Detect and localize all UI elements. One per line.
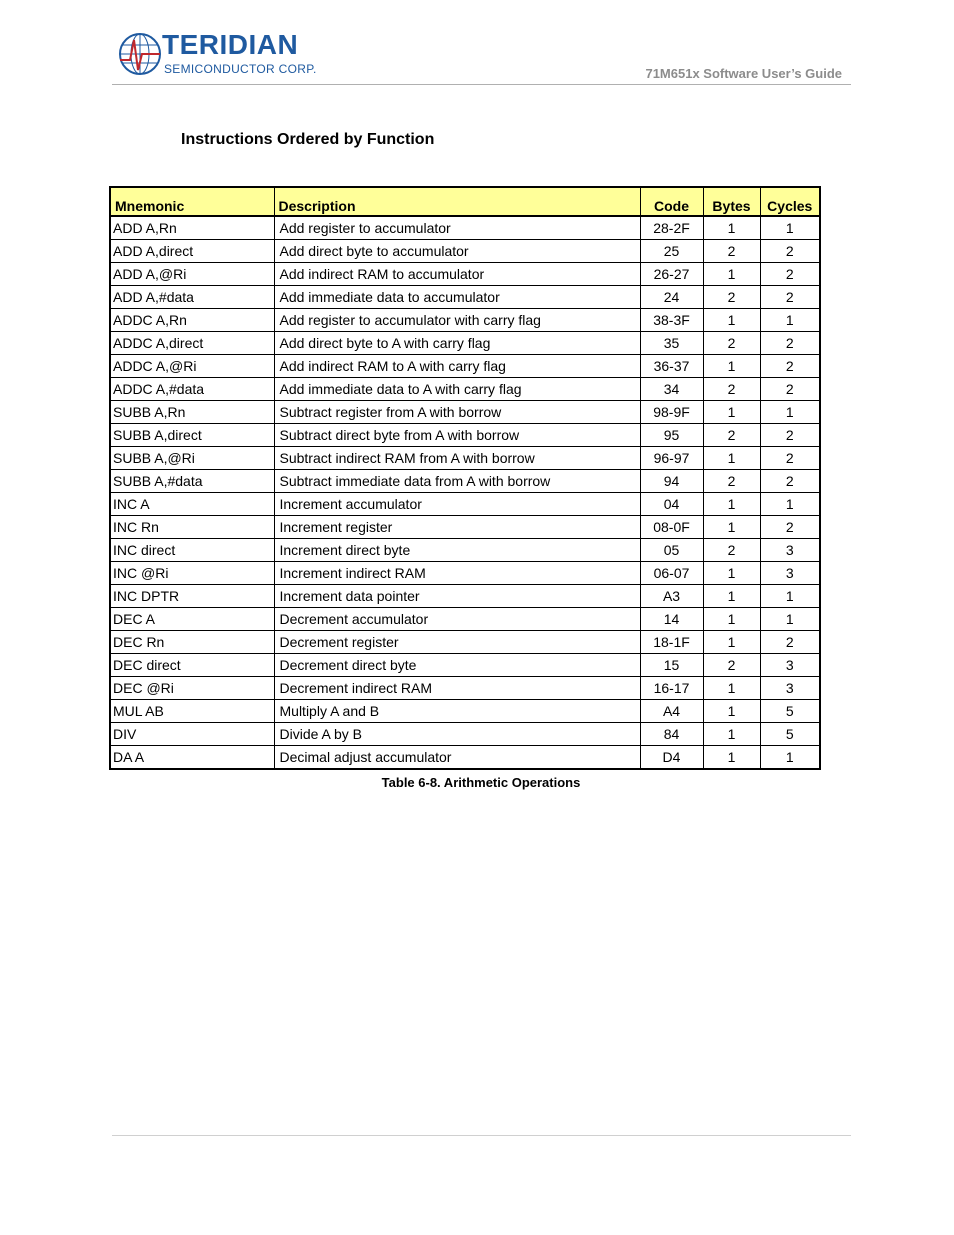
- cell-code: 26-27: [640, 263, 703, 286]
- cell-mnemonic: ADDC A,direct: [110, 332, 274, 355]
- table-caption: Table 6-8. Arithmetic Operations: [381, 775, 581, 790]
- cell-bytes: 2: [703, 286, 760, 309]
- table-row: [110, 746, 820, 770]
- cell-cycles: 2: [760, 424, 820, 447]
- cell-description: Increment direct byte: [274, 539, 640, 562]
- cell-cycles: 1: [760, 585, 820, 608]
- cell-code: 08-0F: [640, 516, 703, 539]
- cell-cycles: 5: [760, 700, 820, 723]
- cell-code: 38-3F: [640, 309, 703, 332]
- cell-cycles: 1: [760, 309, 820, 332]
- table-row: [110, 493, 820, 516]
- table-row: [110, 355, 820, 378]
- column-header-mnemonic: Mnemonic: [110, 187, 274, 216]
- cell-mnemonic: INC DPTR: [110, 585, 274, 608]
- cell-bytes: 1: [703, 355, 760, 378]
- table-row: [110, 631, 820, 654]
- cell-bytes: 1: [703, 401, 760, 424]
- cell-cycles: 2: [760, 378, 820, 401]
- company-name: TERIDIAN: [162, 29, 299, 60]
- cell-mnemonic: ADD A,direct: [110, 240, 274, 263]
- column-header-code: Code: [640, 187, 703, 216]
- cell-bytes: 1: [703, 562, 760, 585]
- cell-code: 28-2F: [640, 216, 703, 240]
- cell-bytes: 2: [703, 470, 760, 493]
- cell-code: 95: [640, 424, 703, 447]
- cell-bytes: 1: [703, 493, 760, 516]
- cell-description: Subtract direct byte from A with borrow: [274, 424, 640, 447]
- cell-code: 15: [640, 654, 703, 677]
- cell-mnemonic: DEC @Ri: [110, 677, 274, 700]
- cell-mnemonic: DEC A: [110, 608, 274, 631]
- cell-description: Add register to accumulator: [274, 216, 640, 240]
- cell-cycles: 3: [760, 562, 820, 585]
- cell-description: Subtract indirect RAM from A with borrow: [274, 447, 640, 470]
- table-row: [110, 562, 820, 585]
- cell-bytes: 1: [703, 746, 760, 770]
- cell-code: 04: [640, 493, 703, 516]
- cell-code: 96-97: [640, 447, 703, 470]
- cell-bytes: 2: [703, 424, 760, 447]
- cell-mnemonic: INC A: [110, 493, 274, 516]
- cell-bytes: 1: [703, 700, 760, 723]
- cell-bytes: 2: [703, 539, 760, 562]
- cell-mnemonic: ADDC A,Rn: [110, 309, 274, 332]
- cell-mnemonic: DA A: [110, 746, 274, 770]
- cell-bytes: 1: [703, 516, 760, 539]
- cell-bytes: 2: [703, 240, 760, 263]
- cell-code: A3: [640, 585, 703, 608]
- cell-description: Decrement accumulator: [274, 608, 640, 631]
- cell-bytes: 1: [703, 309, 760, 332]
- header-divider: [112, 84, 851, 85]
- cell-mnemonic: DIV: [110, 723, 274, 746]
- cell-bytes: 1: [703, 447, 760, 470]
- table-row: [110, 332, 820, 355]
- cell-description: Increment data pointer: [274, 585, 640, 608]
- cell-mnemonic: INC @Ri: [110, 562, 274, 585]
- cell-mnemonic: SUBB A,Rn: [110, 401, 274, 424]
- cell-code: 14: [640, 608, 703, 631]
- cell-mnemonic: ADDC A,#data: [110, 378, 274, 401]
- cell-bytes: 2: [703, 378, 760, 401]
- cell-cycles: 2: [760, 355, 820, 378]
- cell-code: 25: [640, 240, 703, 263]
- cell-bytes: 1: [703, 631, 760, 654]
- table-row: [110, 286, 820, 309]
- cell-mnemonic: DEC direct: [110, 654, 274, 677]
- cell-description: Multiply A and B: [274, 700, 640, 723]
- cell-cycles: 2: [760, 263, 820, 286]
- column-header-description: Description: [274, 187, 640, 216]
- cell-code: 06-07: [640, 562, 703, 585]
- cell-cycles: 2: [760, 516, 820, 539]
- table-row: [110, 539, 820, 562]
- column-header-cycles: Cycles: [760, 187, 820, 216]
- table-row: [110, 677, 820, 700]
- cell-code: 98-9F: [640, 401, 703, 424]
- company-subtitle: SEMICONDUCTOR CORP.: [164, 62, 317, 76]
- cell-description: Add direct byte to A with carry flag: [274, 332, 640, 355]
- cell-description: Increment register: [274, 516, 640, 539]
- table-row: [110, 424, 820, 447]
- cell-description: Add indirect RAM to accumulator: [274, 263, 640, 286]
- cell-description: Add immediate data to A with carry flag: [274, 378, 640, 401]
- cell-description: Decrement register: [274, 631, 640, 654]
- cell-bytes: 1: [703, 608, 760, 631]
- table-row: [110, 585, 820, 608]
- cell-cycles: 2: [760, 240, 820, 263]
- cell-mnemonic: ADD A,@Ri: [110, 263, 274, 286]
- cell-mnemonic: SUBB A,direct: [110, 424, 274, 447]
- cell-code: A4: [640, 700, 703, 723]
- cell-description: Decrement direct byte: [274, 654, 640, 677]
- cell-code: 36-37: [640, 355, 703, 378]
- cell-code: 35: [640, 332, 703, 355]
- cell-cycles: 1: [760, 493, 820, 516]
- section-heading: Instructions Ordered by Function: [181, 131, 435, 148]
- cell-mnemonic: INC Rn: [110, 516, 274, 539]
- cell-code: 18-1F: [640, 631, 703, 654]
- teridian-globe-icon: [118, 32, 162, 76]
- table-row: [110, 723, 820, 746]
- cell-mnemonic: SUBB A,#data: [110, 470, 274, 493]
- cell-cycles: 1: [760, 401, 820, 424]
- cell-description: Divide A by B: [274, 723, 640, 746]
- cell-code: 34: [640, 378, 703, 401]
- cell-description: Add immediate data to accumulator: [274, 286, 640, 309]
- company-logo: [118, 29, 318, 78]
- table-row: [110, 378, 820, 401]
- table-row: [110, 309, 820, 332]
- column-header-bytes: Bytes: [703, 187, 760, 216]
- cell-mnemonic: SUBB A,@Ri: [110, 447, 274, 470]
- cell-bytes: 2: [703, 654, 760, 677]
- table-header-row: [110, 187, 820, 216]
- cell-description: Decrement indirect RAM: [274, 677, 640, 700]
- footer-divider: [112, 1135, 851, 1136]
- arithmetic-operations-table: [109, 186, 821, 770]
- cell-cycles: 1: [760, 216, 820, 240]
- cell-mnemonic: ADD A,#data: [110, 286, 274, 309]
- cell-code: 16-17: [640, 677, 703, 700]
- cell-mnemonic: ADD A,Rn: [110, 216, 274, 240]
- cell-description: Add register to accumulator with carry flag: [274, 309, 640, 332]
- cell-description: Subtract immediate data from A with borrow: [274, 470, 640, 493]
- cell-cycles: 2: [760, 286, 820, 309]
- cell-description: Add direct byte to accumulator: [274, 240, 640, 263]
- cell-bytes: 1: [703, 723, 760, 746]
- table-row: [110, 608, 820, 631]
- cell-code: 94: [640, 470, 703, 493]
- table-row: [110, 401, 820, 424]
- cell-code: 24: [640, 286, 703, 309]
- table-row: [110, 240, 820, 263]
- cell-description: Add indirect RAM to A with carry flag: [274, 355, 640, 378]
- table-row: [110, 447, 820, 470]
- cell-cycles: 3: [760, 539, 820, 562]
- cell-bytes: 1: [703, 216, 760, 240]
- cell-code: 84: [640, 723, 703, 746]
- table-row: [110, 654, 820, 677]
- cell-description: Increment indirect RAM: [274, 562, 640, 585]
- cell-code: D4: [640, 746, 703, 770]
- document-title: 71M651x Software User’s Guide: [645, 66, 842, 81]
- cell-cycles: 1: [760, 608, 820, 631]
- cell-cycles: 5: [760, 723, 820, 746]
- cell-bytes: 2: [703, 332, 760, 355]
- cell-cycles: 2: [760, 470, 820, 493]
- table-row: [110, 700, 820, 723]
- table-row: [110, 216, 820, 240]
- cell-cycles: 3: [760, 677, 820, 700]
- cell-code: 05: [640, 539, 703, 562]
- cell-cycles: 3: [760, 654, 820, 677]
- cell-mnemonic: DEC Rn: [110, 631, 274, 654]
- cell-description: Subtract register from A with borrow: [274, 401, 640, 424]
- cell-bytes: 1: [703, 677, 760, 700]
- cell-cycles: 2: [760, 332, 820, 355]
- table-row: [110, 516, 820, 539]
- cell-description: Decimal adjust accumulator: [274, 746, 640, 770]
- table-row: [110, 263, 820, 286]
- cell-mnemonic: INC direct: [110, 539, 274, 562]
- cell-description: Increment accumulator: [274, 493, 640, 516]
- cell-bytes: 1: [703, 263, 760, 286]
- table-row: [110, 470, 820, 493]
- cell-bytes: 1: [703, 585, 760, 608]
- cell-mnemonic: ADDC A,@Ri: [110, 355, 274, 378]
- cell-cycles: 2: [760, 631, 820, 654]
- cell-mnemonic: MUL AB: [110, 700, 274, 723]
- cell-cycles: 1: [760, 746, 820, 770]
- cell-cycles: 2: [760, 447, 820, 470]
